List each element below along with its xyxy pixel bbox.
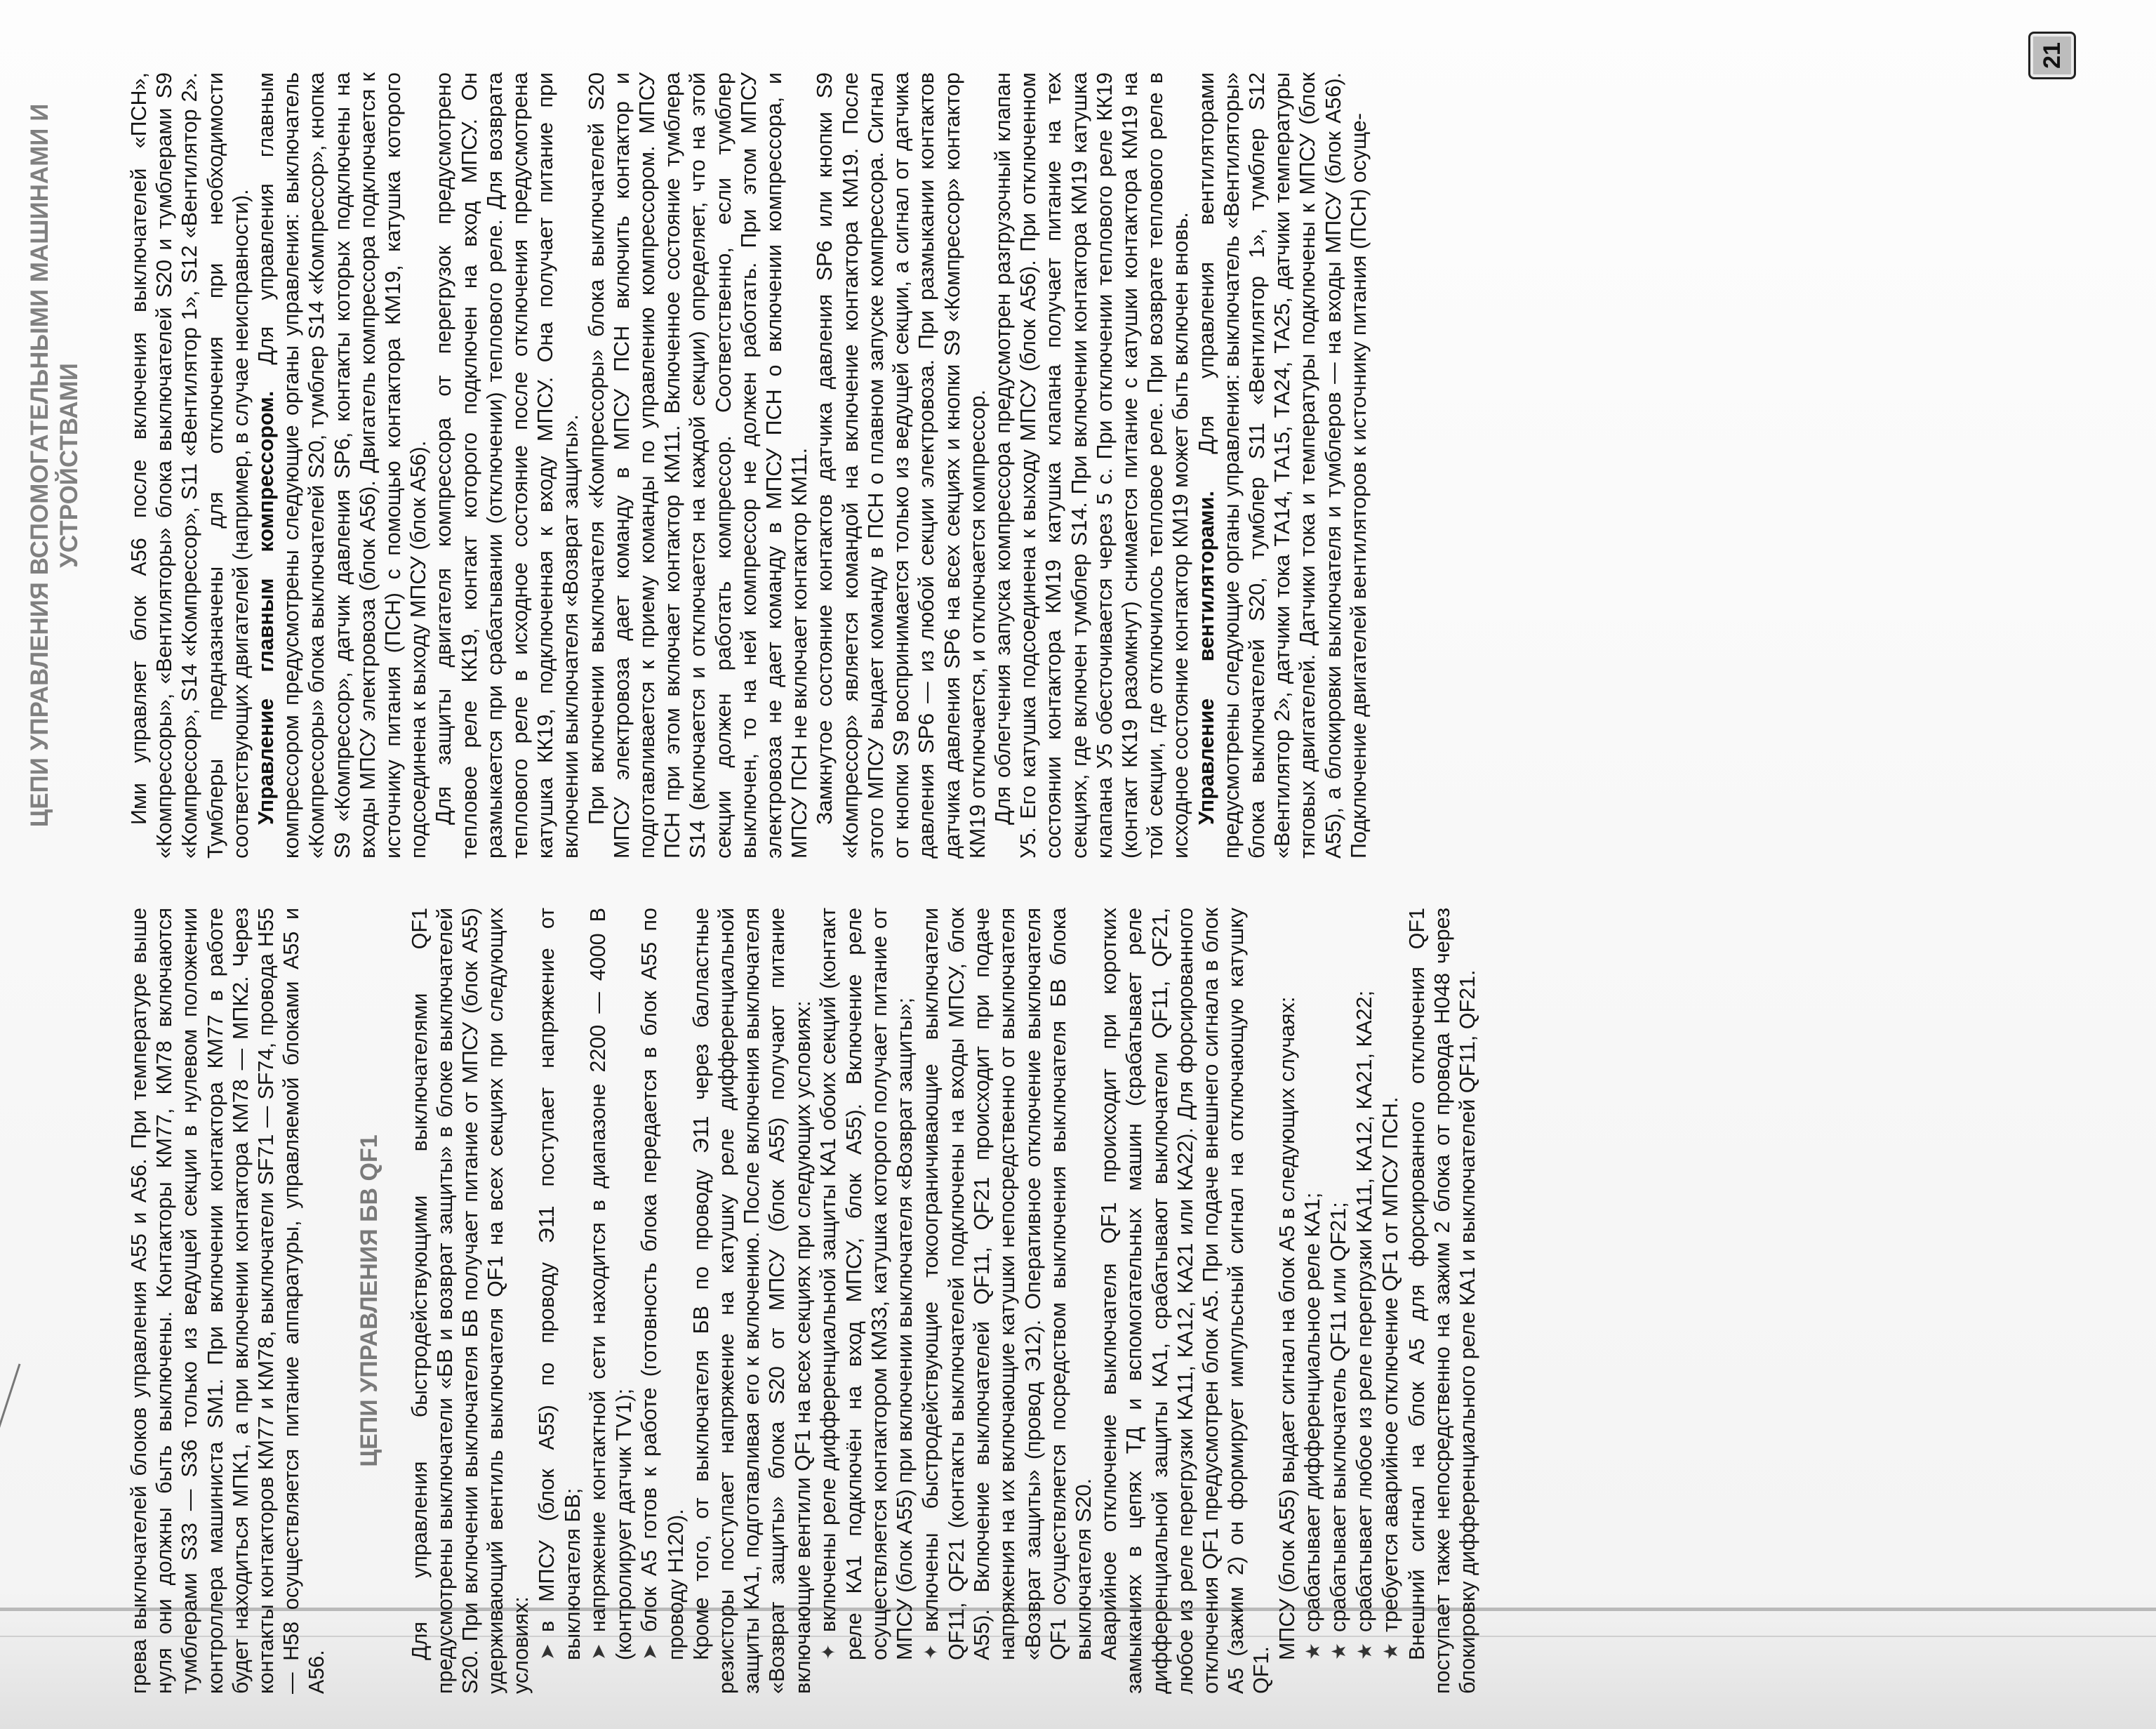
plus-bullet-icon: ✦ bbox=[919, 1643, 942, 1660]
plus-bullet-icon: ✦ bbox=[817, 1643, 839, 1660]
paragraph: Внешний сигнал на блок А5 для форсированного отключения QF1 поступает также непосредственно на зажим 2 блока от провода Н048 через блокировку дифференциального реле КА1 и выключателей QF11, QF21. bbox=[1404, 908, 1479, 1694]
section-header: ЦЕПИ УПРАВЛЕНИЯ ВСПОМОГАТЕЛЬНЫМИ МАШИНАМИ И УСТРОЙСТВАМИ bbox=[26, 103, 83, 828]
star-bullet-icon: ★ bbox=[1380, 1642, 1402, 1660]
list-item: ★требуется аварийное отключение QF1 от МПСУ ПСН. bbox=[1378, 908, 1404, 1694]
list-item: ★срабатывает любое из реле перегрузки КА11, КА12, КА21, КА22; bbox=[1352, 908, 1378, 1694]
book-page bbox=[21, 28, 2135, 1701]
list-item: ➤в МПСУ (блок А55) по проводу Э11 поступает напряжение от выключателя БВ; bbox=[534, 908, 585, 1660]
paragraph: Для защиты двигателя компрессора от перегрузок предусмотрено тепловое реле КК19, контакт которого подключен на вход МПСУ. Он размыкается при срабатывании (отключении) теплового реле. Для возврата теплового реле в исходное состояние после отключения предусмотрена катушка КК19, подключенная к входу МПСУ. Она получает питание при включении выключателя «Возврат защиты». bbox=[432, 72, 583, 859]
page-number: 21 bbox=[2028, 32, 2076, 79]
arrow-bullet-icon: ➤ bbox=[639, 1643, 661, 1660]
list-item: ★срабатывает дифференциальное реле КА1; bbox=[1300, 908, 1326, 1694]
list-item: ✦включены быстродействующие токоограничивающие выключатели QF11, QF21 (контакты выключателей подключены на входы МПСУ, блок А55). Включение выключателей QF11, QF21 происходит при подаче напряжения на их включающие катушки непосредственно от выключателя «Возврат защиты» (провод Э12). Оперативное отключение выключателя QF1 осуществляется посредством выключения выключателя БВ блока выключателя S20. bbox=[918, 908, 1096, 1660]
paragraph: Управление вентиляторами. Для управления вентиляторами предусмотрены следующие органы управления: выключатель «Вентиляторы» блока выключателей S20, тумблер S11 «Вентилятор 1», тумблер S12 «Вентилятор 2», датчики тока ТА14, ТА15, ТА24, ТА25, датчики температуры тяговых двигателей. Датчики тока и температуры подключены к МПСУ (блок А55), а блокировки выключателя и тумблеров — на входы МПСУ (блок А56). Подключение двигателей вентиляторов к источнику питания (ПСН) осуще- bbox=[1194, 72, 1371, 859]
list-item: ➤напряжение контактной сети находится в диапазоне 2200 — 4000 В (контролирует датчик TV1); bbox=[586, 908, 637, 1660]
arrow-bullet-icon: ➤ bbox=[535, 1643, 558, 1660]
paragraph: грева выключателей блоков управления А55 и А56. При температуре выше нуля они должны быть выключены. Контакторы КМ77, КМ78 включаются тумблерами S33 — S36 только из ведущей секции в нулевом положении контроллера машиниста SM1. При включении контактора КМ77 в работе будет находиться МПК1, а при включении контактора КМ78 — МПК2. Через контакты контакторов КМ77 и КМ78, выключатели SF71 — SF74, провода Н55 — Н58 осуществляется питание аппаратуры, управляемой блоками А55 и А56. bbox=[127, 908, 329, 1694]
paragraph: Управление главным компрессором. Для управления главным компрессором предусмотрены следующие органы управления: выключатель «Компрессоры» блока выключателей S20, тумблер S14 «Компрессор», кнопка S9 «Компрессор», датчик давления SP6, контакты которых подключены на входы МПСУ электровоза (блок А56). Двигатель компрессора подключается к источнику питания (ПСН) с помощью контактора КМ19, катушка которого подсоединена к выходу МПСУ (блок А56). bbox=[254, 72, 431, 859]
subsection-title: Управление вентиляторами. bbox=[1194, 491, 1218, 825]
left-column bbox=[126, 908, 2120, 1694]
right-column bbox=[126, 72, 2120, 859]
paragraph: Для облегчения запуска компрессора предусмотрен разгрузочный клапан У5. Его катушка подсоединена к выходу МПСУ (блок А56). При отключенном состоянии контактора КМ19 катушка клапана получает питание на тех секциях, где включен тумблер S14. При включении контактора КМ19 катушка клапана У5 обесточивается через 5 с. При отключении теплового реле КК19 (контакт КК19 разомкнут) снимается питание с катушки контактора КМ19 на той секции, где отключилось тепловое реле. При возврате теплового реле в исходное состояние контактор КМ19 может быть включен вновь. bbox=[990, 72, 1193, 859]
paragraph: Ими управляет блок А56 после включения выключателей «ПСН», «Компрессоры», «Вентиляторы» блока выключателей S20 и тумблерами S9 «Компрессор», S14 «Компрессор», S11 «Вентилятор 1», S12 «Вентилятор 2». Тумблеры предназначены для отключения при необходимости соответствующих двигателей (например, в случае неисправности). bbox=[127, 72, 253, 859]
list-item: ➤блок А5 готов к работе (готовность блока передается в блок А55 по проводу Н120). bbox=[637, 908, 688, 1660]
paragraph: Кроме того, от выключателя БВ по проводу Э11 через балластные резисторы поступает напряжение на катушку реле дифференциальной защиты КА1, подготавливая его к включению. После включения выключателя «Возврат защиты» блока S20 от МПСУ (блок А55) получают питание включающие вентили QF1 на всех секциях при следующих условиях: bbox=[688, 908, 815, 1694]
star-bullet-icon: ★ bbox=[1301, 1642, 1324, 1660]
arrow-bullet-icon: ➤ bbox=[587, 1643, 610, 1660]
list-item: ✦включены реле дифференциальной защиты КА1 обоих секций (контакт реле КА1 подключён на вход МПСУ, блок А55). Включение реле осуществляется контактором КМ33, катушка которого получает питание от МПСУ (блок А55) при включении выключателя «Возврат защиты»; bbox=[816, 908, 917, 1660]
paragraph: Аварийное отключение выключателя QF1 происходит при коротких замыканиях в цепях ТД и вспомогательных машин (срабатывает реле дифференциальной защиты КА1, срабатывают выключатели QF11, QF21, любое из реле перегрузки КА11, КА12, КА21 или КА22). Для форсированного отключения QF1 предусмотрен блок А5. При подаче внешнего сигнала в блок А5 (зажим 2) он формирует импульсный сигнал на отключающую катушку QF1. bbox=[1097, 908, 1274, 1694]
paragraph: Замкнутое состояние контактов датчика давления SP6 или кнопки S9 «Компрессор» является командой на включение контактора КМ19. После этого МПСУ выдает команду в ПСН о плавном запуске компрессора. Сигнал от кнопки S9 воспринимается только из ведущей секции, а сигнал от датчика давления SP6 — из любой секции электровоза. При размыкании контактов датчика давления SP6 на всех секциях и кнопки S9 «Компрессор» контактор КМ19 отключается, и отключается компрессор. bbox=[813, 72, 990, 859]
subsection-title: Управление главным компрессором. bbox=[254, 390, 279, 825]
paragraph: Для управления быстродействующими выключателями QF1 предусмотрены выключатели «БВ и возврат защиты» в блоке выключателей S20. При включении выключателя БВ получает питание от МПСУ (блок А55) удерживающий вентиль выключателя QF1 на всех секциях при следующих условиях: bbox=[407, 908, 533, 1694]
paragraph: МПСУ (блок А55) выдает сигнал на блок А5 в следующих случаях: bbox=[1275, 996, 1299, 1660]
section-heading: ЦЕПИ УПРАВЛЕНИЯ БВ QF1 bbox=[355, 1134, 382, 1467]
star-bullet-icon: ★ bbox=[1354, 1642, 1376, 1660]
paragraph: При включении выключателя «Компрессоры» блока выключателей S20 МПСУ электровоза дает команду в МПСУ ПСН включить контактор и подготавливается к приему команды по управлению компрессором. МПСУ ПСН при этом включает контактор КМ11. Включенное состояние тумблера S14 (включается и отключается на каждой секции) определяет, что на этой секции должен работать компрессор. Соответственно, если тумблер выключен, то на ней компрессор не должен работать. При этом МПСУ электровоза не дает команду в МПСУ ПСН о включении компрессора, и МПСУ ПСН не включает контактор КМ11. bbox=[584, 72, 812, 859]
star-bullet-icon: ★ bbox=[1327, 1642, 1350, 1660]
list-item: ★срабатывает выключатель QF11 или QF21; bbox=[1326, 908, 1352, 1694]
